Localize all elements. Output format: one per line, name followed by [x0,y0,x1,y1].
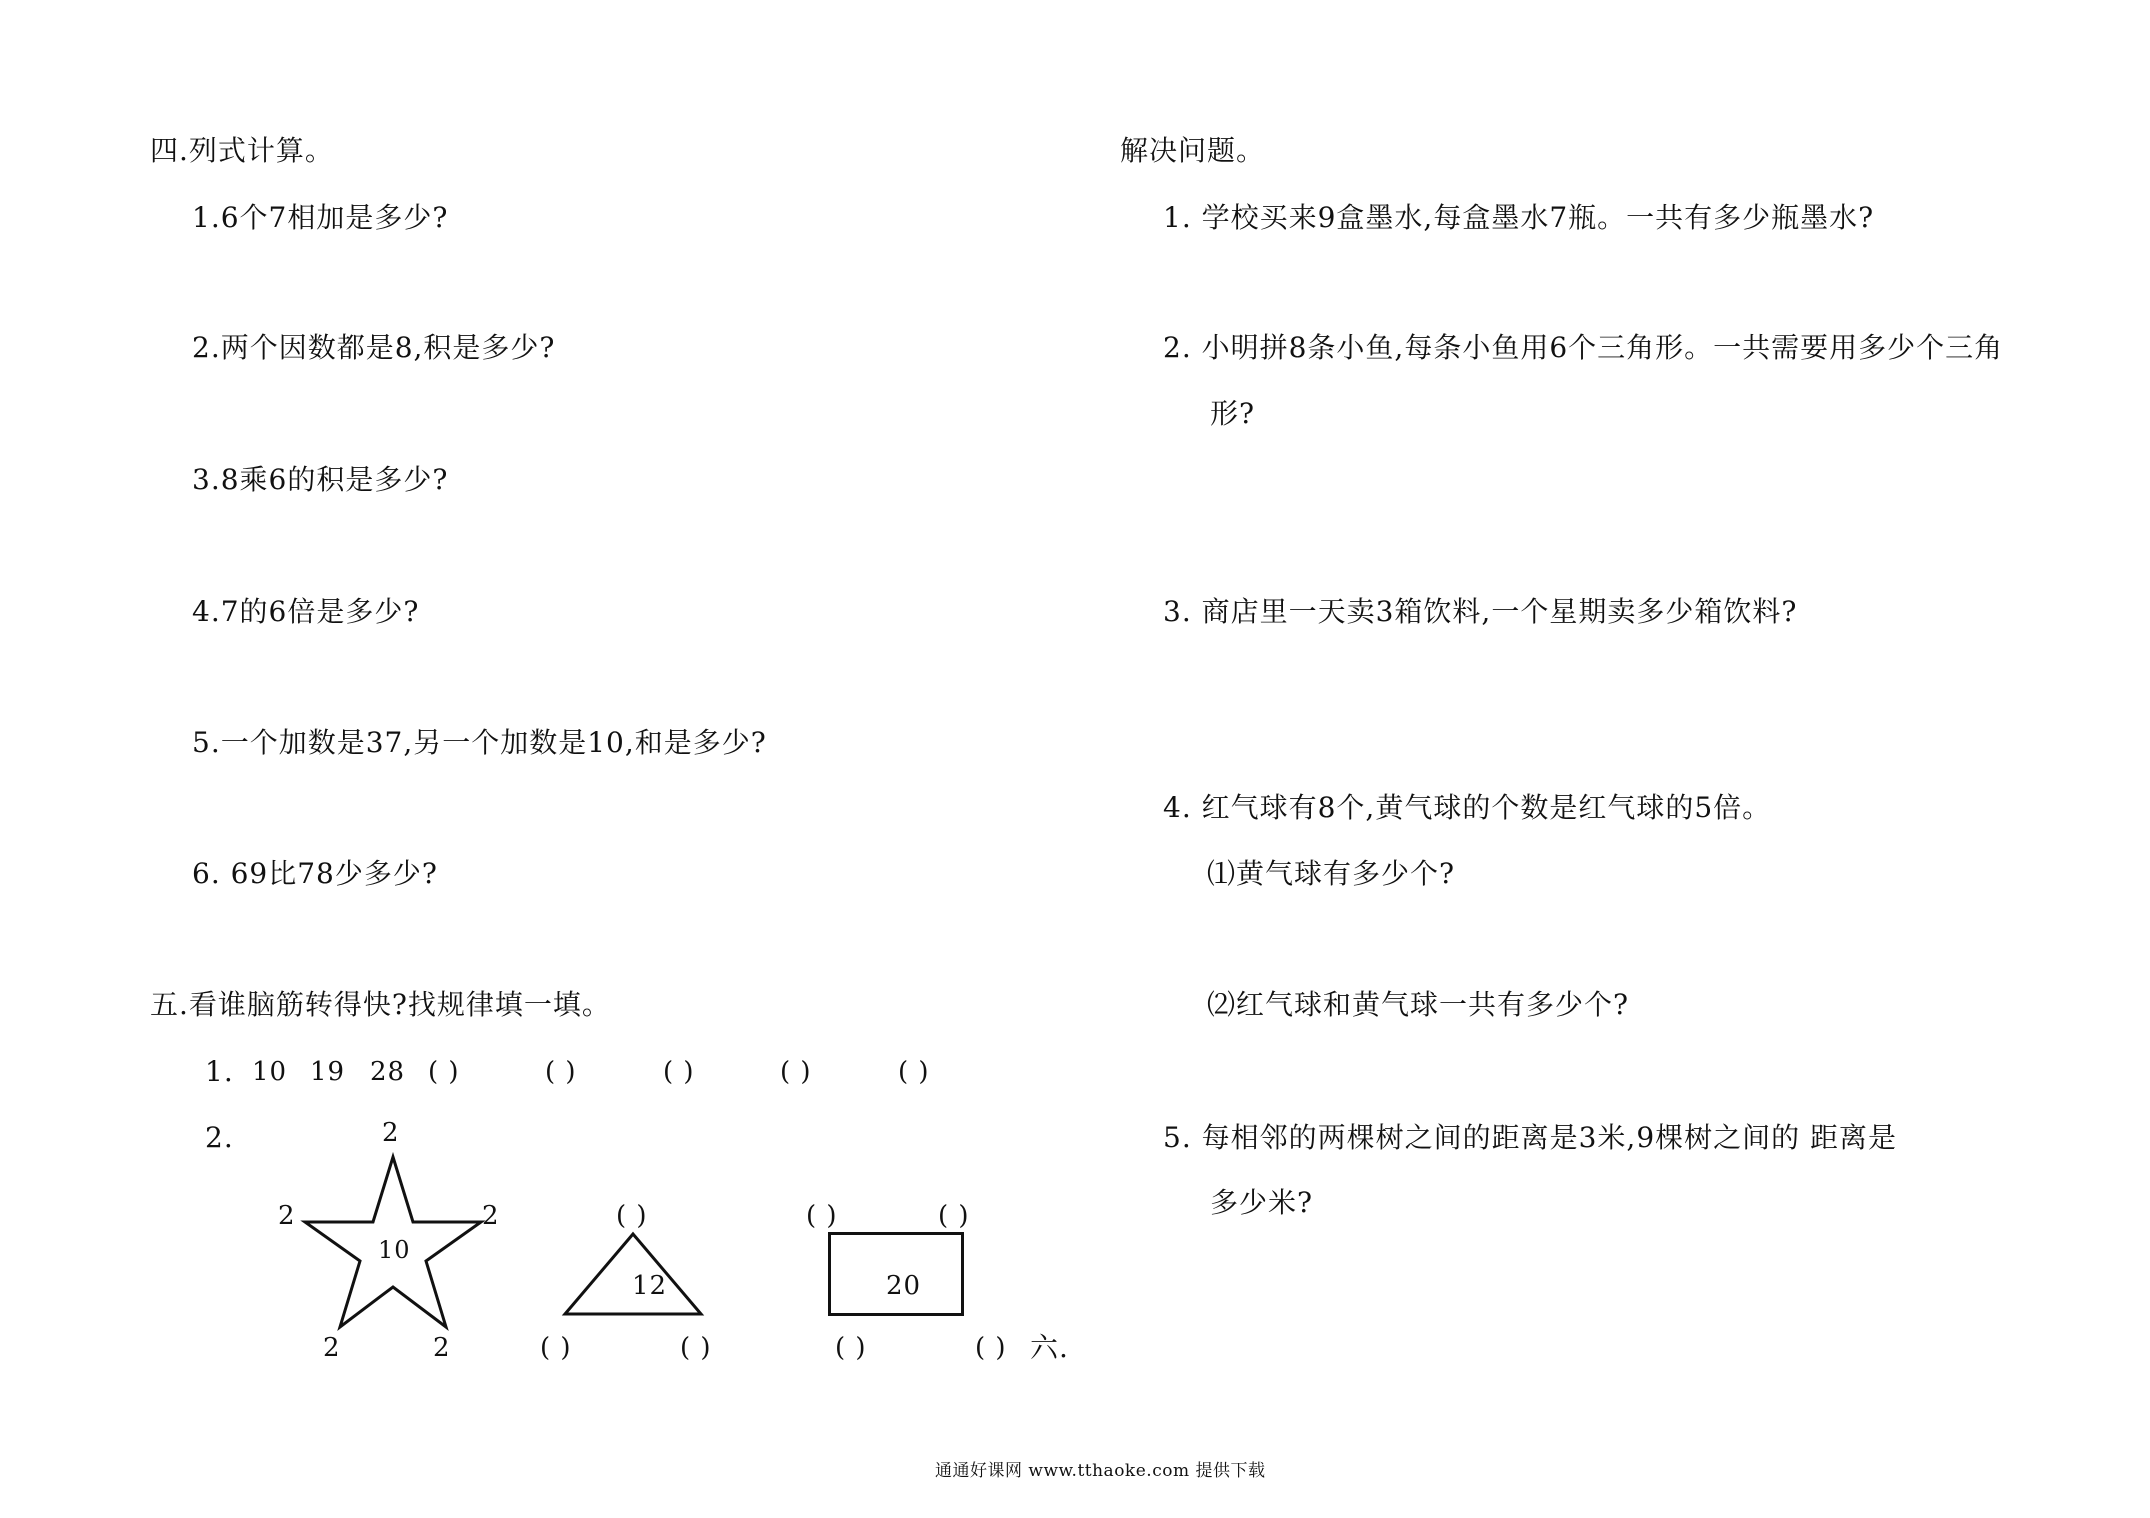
star-bottom-right-number: 2 [433,1333,451,1363]
pattern-q1-blank-2[interactable]: ( ) [545,1057,577,1087]
problem-4-sub-1: ⑴黄气球有多少个? [1207,857,1456,890]
section-6-label: 六. [1030,1331,1069,1364]
section-5-title: 五.看谁脑筋转得快?找规律填一填。 [150,988,611,1021]
pattern-q1-number: 1. [205,1055,234,1088]
rectangle-bottom-left-blank[interactable]: ( ) [835,1333,867,1363]
star-right-number: 2 [482,1201,500,1231]
problem-5-line-2: 多少米? [1210,1186,1314,1219]
rectangle-center-number: 20 [886,1271,922,1301]
section-4-title: 四.列式计算。 [150,134,334,167]
rectangle-top-left-blank[interactable]: ( ) [806,1201,838,1231]
problem-2-line-1: 2. 小明拼8条小鱼,每条小鱼用6个三角形。一共需要用多少个三角 [1163,331,2004,364]
problem-4: 4. 红气球有8个,黄气球的个数是红气球的5倍。 [1163,791,1772,824]
triangle-top-blank[interactable]: ( ) [616,1201,648,1231]
section-4-item-4: 4.7的6倍是多少? [192,595,420,628]
rectangle-top-right-blank[interactable]: ( ) [938,1201,970,1231]
star-top-number: 2 [382,1118,400,1148]
pattern-q1-term-2: 19 [310,1057,346,1087]
problem-5-line-1: 5. 每相邻的两棵树之间的距离是3米,9棵树之间的 距离是 [1163,1121,1898,1154]
star-bottom-left-number: 2 [323,1333,341,1363]
triangle-center-number: 12 [632,1271,668,1301]
pattern-q1-term-3: 28 [370,1057,406,1087]
rectangle-bottom-right-blank[interactable]: ( ) [975,1333,1007,1363]
problem-4-sub-2: ⑵红气球和黄气球一共有多少个? [1207,988,1630,1021]
section-4-item-6: 6. 69比78少多少? [192,857,438,890]
problem-2-line-2: 形? [1210,397,1256,430]
star-center-number: 10 [378,1236,411,1264]
footer-source: 通通好课网 www.tthaoke.com 提供下载 [935,1461,1266,1481]
section-4-item-3: 3.8乘6的积是多少? [192,463,449,496]
pattern-q1-blank-3[interactable]: ( ) [663,1057,695,1087]
problem-3: 3. 商店里一天卖3箱饮料,一个星期卖多少箱饮料? [1163,595,1798,628]
triangle-bottom-right-blank[interactable]: ( ) [680,1333,712,1363]
section-4-item-5: 5.一个加数是37,另一个加数是10,和是多少? [192,726,767,759]
pattern-q1-blank-1[interactable]: ( ) [428,1057,460,1087]
triangle-bottom-left-blank[interactable]: ( ) [540,1333,572,1363]
problem-1: 1. 学校买来9盒墨水,每盒墨水7瓶。一共有多少瓶墨水? [1163,201,1875,234]
pattern-q1-term-1: 10 [252,1057,288,1087]
section-problems-title: 解决问题。 [1120,134,1266,167]
pattern-q1-blank-5[interactable]: ( ) [898,1057,930,1087]
section-4-item-2: 2.两个因数都是8,积是多少? [192,331,556,364]
pattern-q2-number: 2. [205,1121,234,1154]
star-left-number: 2 [278,1201,296,1231]
pattern-q1-blank-4[interactable]: ( ) [780,1057,812,1087]
section-4-item-1: 1.6个7相加是多少? [192,201,449,234]
